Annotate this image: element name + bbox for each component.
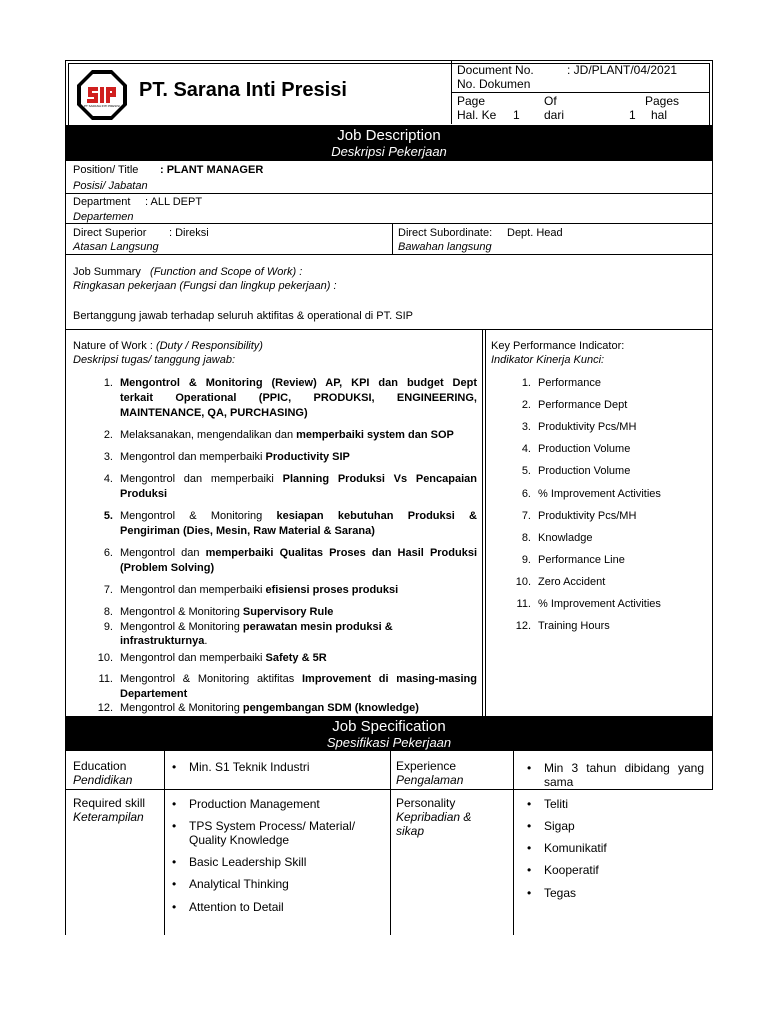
logo-caption: PT SARANA INTI PRESISI xyxy=(84,104,120,108)
nature-item-bold: Improvement di masing-masing xyxy=(301,673,477,685)
experience-item-l1: • Min 3 tahun dibidang yang xyxy=(544,761,704,775)
superior-label-id: Atasan Langsung xyxy=(73,241,159,253)
company-name: PT. Sarana Inti Presisi xyxy=(139,79,347,101)
row-line xyxy=(65,329,713,330)
skill-item: • Production Management xyxy=(189,797,320,811)
pages-label: Pages xyxy=(645,94,680,108)
kpi-item: Production Volume xyxy=(538,443,631,455)
kpi-num: 1. xyxy=(521,377,531,389)
subordinate-value: Dept. Head xyxy=(507,227,563,239)
personality-item: • Teliti xyxy=(544,797,568,811)
frame-inner-left xyxy=(68,63,69,125)
kpi-item: % Improvement Activities xyxy=(538,598,661,610)
kpi-item: Produktivity Pcs/MH xyxy=(538,421,637,433)
nature-item-bold: perawatan mesin produksi & xyxy=(242,621,393,633)
nature-item-bold: Safety & 5R xyxy=(265,652,327,664)
nature-num: 5. xyxy=(103,510,113,522)
frame-inner-right xyxy=(709,63,710,125)
nature-item-text: Mengontrol dan memperbaiki xyxy=(120,473,283,485)
job-specification-subtitle: Spesifikasi Pekerjaan xyxy=(326,735,452,750)
spec-row-line xyxy=(65,789,713,790)
kpi-num: 11. xyxy=(516,598,531,610)
nature-item-7 xyxy=(120,583,398,597)
superior-label: Direct Superior xyxy=(73,227,147,239)
personality-item: • Kooperatif xyxy=(544,863,599,877)
kpi-item: Produktivity Pcs/MH xyxy=(538,510,637,522)
kpi-num: 4. xyxy=(521,443,531,455)
skill-item: • Attention to Detail xyxy=(189,900,284,914)
nature-num: 2. xyxy=(103,429,113,441)
nature-item-11 xyxy=(120,672,477,686)
nature-num: 11. xyxy=(98,673,113,685)
nature-num: 6. xyxy=(103,547,113,559)
nature-num: 9. xyxy=(103,621,113,633)
kpi-num: 5. xyxy=(521,465,531,477)
nature-item-bold: infrastrukturnya xyxy=(120,635,205,647)
nature-item-1-l1: Mengontrol & Monitoring (Review) AP, KPI dan budget Dept xyxy=(120,377,477,389)
spec-col-line xyxy=(164,751,165,935)
summary-label xyxy=(73,265,302,279)
kpi-num: 10. xyxy=(515,576,531,588)
subordinate-label-id: Bawahan langsung xyxy=(398,241,492,253)
job-specification-bar xyxy=(65,716,713,751)
summary-label-note: (Function and Scope of Work) : xyxy=(150,266,303,278)
skill-item: • Basic Leadership Skill xyxy=(189,855,306,869)
row-line xyxy=(65,254,713,255)
nature-item-5-l2: Pengiriman (Dies, Mesin, Raw Material & Sarana) xyxy=(120,525,375,537)
nature-item-4 xyxy=(120,472,477,486)
kpi-item: Performance Dept xyxy=(538,399,628,411)
nature-item-text: Mengontrol & Monitoring aktifitas xyxy=(120,673,302,685)
experience-label-id: Pengalaman xyxy=(396,773,464,787)
nature-item-text: Melaksanakan, mengendalikan dan xyxy=(120,429,297,441)
frame-top xyxy=(65,60,713,61)
summary-label-text: Job Summary xyxy=(73,266,141,278)
kpi-num: 2. xyxy=(521,399,531,411)
nature-kpi-divider-2 xyxy=(485,329,486,716)
superior-value: : Direksi xyxy=(169,227,209,239)
spec-col-line xyxy=(513,751,514,935)
nature-item-text: Mengontrol & Monitoring xyxy=(120,606,243,618)
nature-item-bold: kesiapan kebutuhan Produksi & xyxy=(276,510,477,522)
header-mid-line xyxy=(451,92,710,93)
frame-left xyxy=(65,60,66,935)
skill-label: Required skill xyxy=(73,796,146,810)
nature-item-bold: Supervisory Rule xyxy=(242,606,334,618)
nature-item-1-l2: terkait Operational (PPIC, PRODUKSI, ENGINEERING, xyxy=(120,392,477,404)
kpi-num: 12. xyxy=(515,620,531,632)
nature-label-note: (Duty / Responsibility) xyxy=(155,340,263,352)
kpi-label: Key Performance Indicator: xyxy=(491,340,625,352)
pages-label-id: hal xyxy=(651,108,668,122)
personality-label-id-2: sikap xyxy=(396,824,425,838)
skill-item: • Analytical Thinking xyxy=(189,877,289,891)
skill-item-cont: Quality Knowledge xyxy=(189,833,290,847)
nature-item-10 xyxy=(120,651,327,665)
nature-item-2 xyxy=(120,428,454,442)
kpi-item: Performance xyxy=(538,377,601,389)
of-label-id: dari xyxy=(544,108,565,122)
nature-item-4-l2: Produksi xyxy=(120,488,168,500)
nature-label-text: Nature of Work : xyxy=(73,340,153,352)
nature-num: 3. xyxy=(103,451,113,463)
personality-label: Personality xyxy=(396,796,456,810)
nature-item-bold: memperbaiki system dan SOP xyxy=(296,429,454,441)
nature-item-text: Mengontrol dan memperbaiki xyxy=(120,652,266,664)
kpi-num: 8. xyxy=(521,532,531,544)
experience-label: Experience xyxy=(396,759,457,773)
of-label: Of xyxy=(544,94,557,108)
doc-no-value: : JD/PLANT/04/2021 xyxy=(567,63,678,77)
nature-item-12 xyxy=(120,701,419,715)
position-label: Position/ Title xyxy=(73,164,139,176)
skill-label-id: Keterampilan xyxy=(73,810,144,824)
nature-item-5 xyxy=(120,509,477,523)
nature-item-9-l2 xyxy=(120,634,207,648)
summary-text: Bertanggung jawab terhadap seluruh aktifitas & operational di PT. SIP xyxy=(73,310,413,322)
department-value: : ALL DEPT xyxy=(145,196,203,208)
job-specification-title: Job Specification xyxy=(332,718,446,735)
subordinate-label: Direct Subordinate: xyxy=(398,227,493,239)
nature-item-bold: Planning Produksi Vs Pencapaian xyxy=(282,473,477,485)
nature-item-1-l3: MAINTENANCE, QA, PURCHASING) xyxy=(120,407,308,419)
nature-item-text: Mengontrol & Monitoring xyxy=(120,621,243,633)
nature-num: 7. xyxy=(103,584,113,596)
doc-no-label: Document No. xyxy=(457,63,534,77)
skill-item: • TPS System Process/ Material/ xyxy=(189,819,355,833)
nature-item-text: Mengontrol & Monitoring xyxy=(120,702,243,714)
nature-num: 10. xyxy=(97,652,113,664)
position-label-id: Posisi/ Jabatan xyxy=(73,180,148,192)
nature-item-3 xyxy=(120,450,350,464)
personality-item: • Komunikatif xyxy=(544,841,607,855)
page-label: Page xyxy=(457,94,486,108)
nature-item-text: Mengontrol dan memperbaiki xyxy=(120,451,266,463)
job-description-bar xyxy=(65,125,713,161)
kpi-num: 7. xyxy=(521,510,531,522)
nature-item-11-l2: Departement xyxy=(120,688,188,700)
kpi-num: 3. xyxy=(521,421,531,433)
doc-no-label-id: No. Dokumen xyxy=(457,77,531,91)
education-label: Education xyxy=(73,759,127,773)
education-label-id: Pendidikan xyxy=(73,773,133,787)
kpi-item: Production Volume xyxy=(538,465,631,477)
sip-logo-icon xyxy=(76,69,128,121)
page-label-id: Hal. Ke xyxy=(457,108,497,122)
nature-num: 12. xyxy=(97,702,113,714)
kpi-item: Training Hours xyxy=(538,620,610,632)
nature-item-text: Mengontrol & Monitoring xyxy=(120,510,277,522)
nature-item-6 xyxy=(120,546,477,560)
summary-label-id: Ringkasan pekerjaan (Fungsi dan lingkup pekerjaan) : xyxy=(73,280,337,292)
nature-item-9 xyxy=(120,620,393,634)
personality-item: • Tegas xyxy=(544,886,576,900)
personality-item: • Sigap xyxy=(544,819,575,833)
nature-item-bold: efisiensi proses produksi xyxy=(265,584,399,596)
kpi-item: Knowladge xyxy=(538,532,593,544)
nature-item-bold: memperbaiki Qualitas Proses dan Hasil Produksi xyxy=(205,547,478,559)
nature-item-bold: pengembangan SDM (knowledge) xyxy=(242,702,419,714)
nature-item-text: Mengontrol dan memperbaiki xyxy=(120,584,266,596)
kpi-item: % Improvement Activities xyxy=(538,488,661,500)
kpi-item: Performance Line xyxy=(538,554,625,566)
kpi-item: Zero Accident xyxy=(538,576,606,588)
nature-label-id: Deskripsi tugas/ tanggung jawab: xyxy=(73,354,236,366)
nature-item-bold: Productivity SIP xyxy=(265,451,350,463)
experience-item-l2: sama xyxy=(544,775,574,789)
nature-item-6-l2: (Problem Solving) xyxy=(120,562,215,574)
superior-divider xyxy=(392,223,393,254)
company-logo xyxy=(76,69,128,121)
nature-num: 8. xyxy=(103,606,113,618)
row-line xyxy=(65,223,713,224)
nature-label xyxy=(73,339,263,353)
department-label-id: Departemen xyxy=(73,211,134,223)
of-value: 1 xyxy=(629,108,636,122)
job-description-title: Job Description xyxy=(337,127,441,144)
row-line xyxy=(65,193,713,194)
nature-kpi-divider xyxy=(482,329,483,716)
kpi-label-id: Indikator Kinerja Kunci: xyxy=(491,354,605,366)
nature-num: 1. xyxy=(103,377,113,389)
spec-col-line xyxy=(390,751,391,935)
education-item: • Min. S1 Teknik Industri xyxy=(189,760,310,774)
personality-label-id: Kepribadian & xyxy=(396,810,472,824)
page-value: 1 xyxy=(513,108,520,122)
nature-item-text: Mengontrol dan xyxy=(120,547,206,559)
nature-item-text: . xyxy=(204,635,208,647)
kpi-num: 6. xyxy=(521,488,531,500)
position-value: : PLANT MANAGER xyxy=(160,164,264,176)
nature-num: 4. xyxy=(103,473,113,485)
nature-item-8 xyxy=(120,605,333,619)
spec-col-line xyxy=(712,751,713,789)
kpi-num: 9. xyxy=(521,554,531,566)
department-label: Department xyxy=(73,196,131,208)
job-description-subtitle: Deskripsi Pekerjaan xyxy=(331,144,447,159)
